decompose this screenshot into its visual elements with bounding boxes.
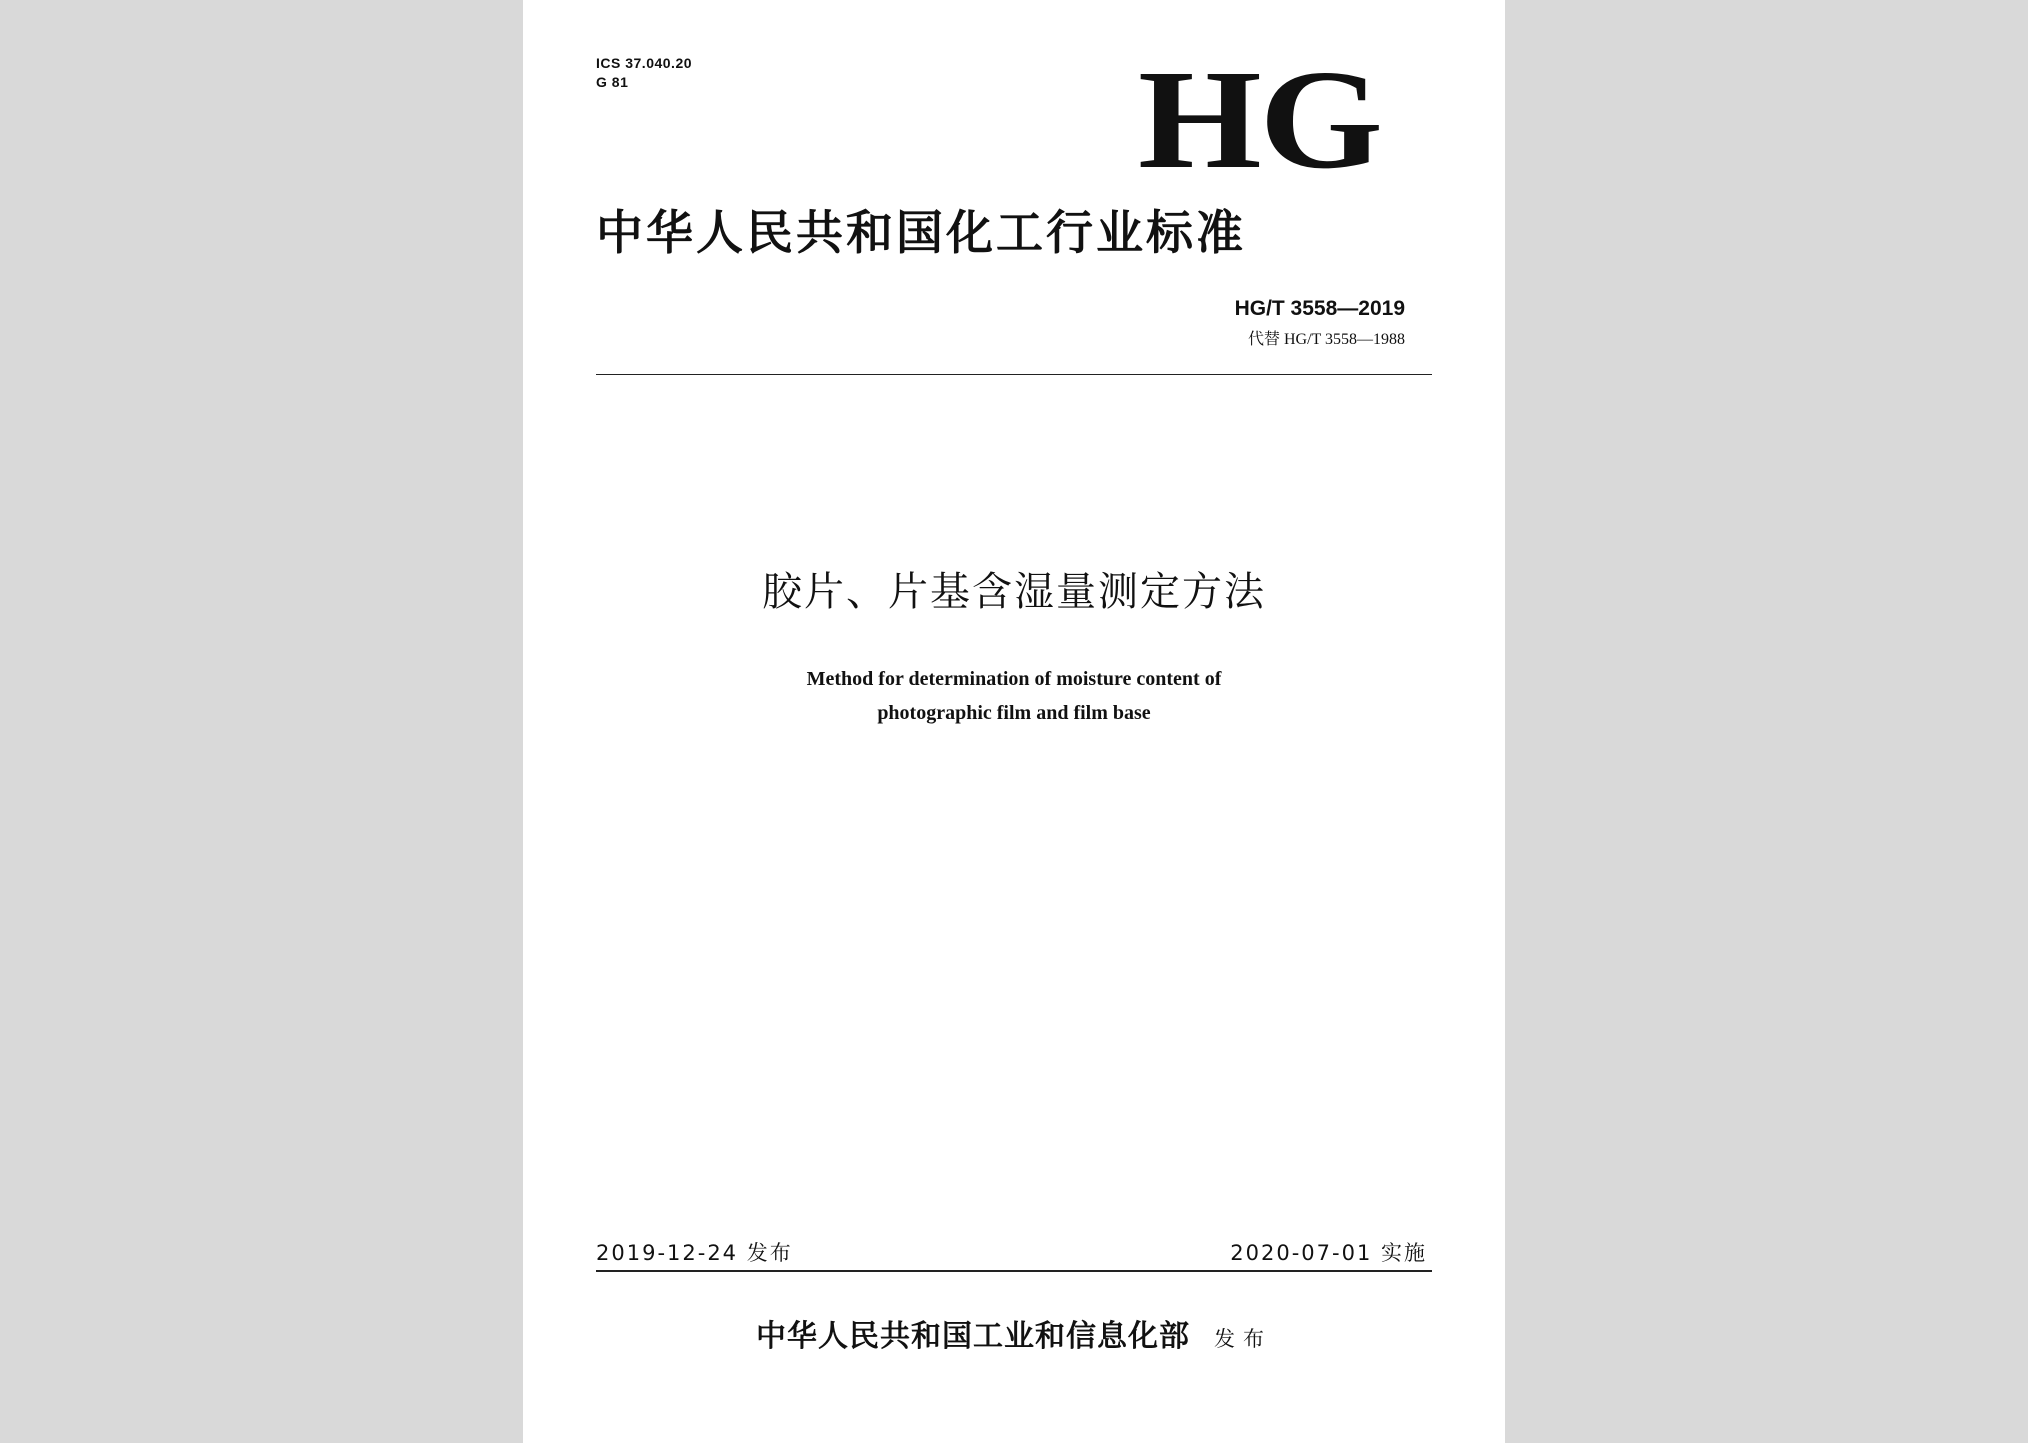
title-english-line1: Method for determination of moisture content of <box>806 668 1222 690</box>
publisher-line <box>523 1315 1505 1361</box>
standard-category: 中华人民共和国化工行业标准 <box>596 206 1246 261</box>
document-page <box>523 0 1505 1443</box>
title-chinese: 胶片、片基含湿量测定方法 <box>762 569 1266 615</box>
title-english <box>523 662 1505 730</box>
ccs-code: G 81 <box>596 74 629 90</box>
publisher-organization: 中华人民共和国工业和信息化部 <box>756 1319 1190 1354</box>
classification-codes <box>596 54 692 92</box>
publish-date: 2019-12-24 发布 <box>596 1241 793 1265</box>
title-english-line2: photographic film and film base <box>877 702 1151 724</box>
hg-logo: HG <box>1138 40 1381 198</box>
implementation-date: 2020-07-01 实施 <box>1230 1241 1427 1265</box>
publisher-action: 发布 <box>1214 1327 1272 1351</box>
replaced-standard: 代替 HG/T 3558—1988 <box>1247 331 1405 348</box>
footer-divider <box>596 1270 1432 1272</box>
header-divider <box>596 374 1432 375</box>
standard-number: HG/T 3558—2019 <box>1234 297 1405 320</box>
ics-code: ICS 37.040.20 <box>596 55 693 71</box>
